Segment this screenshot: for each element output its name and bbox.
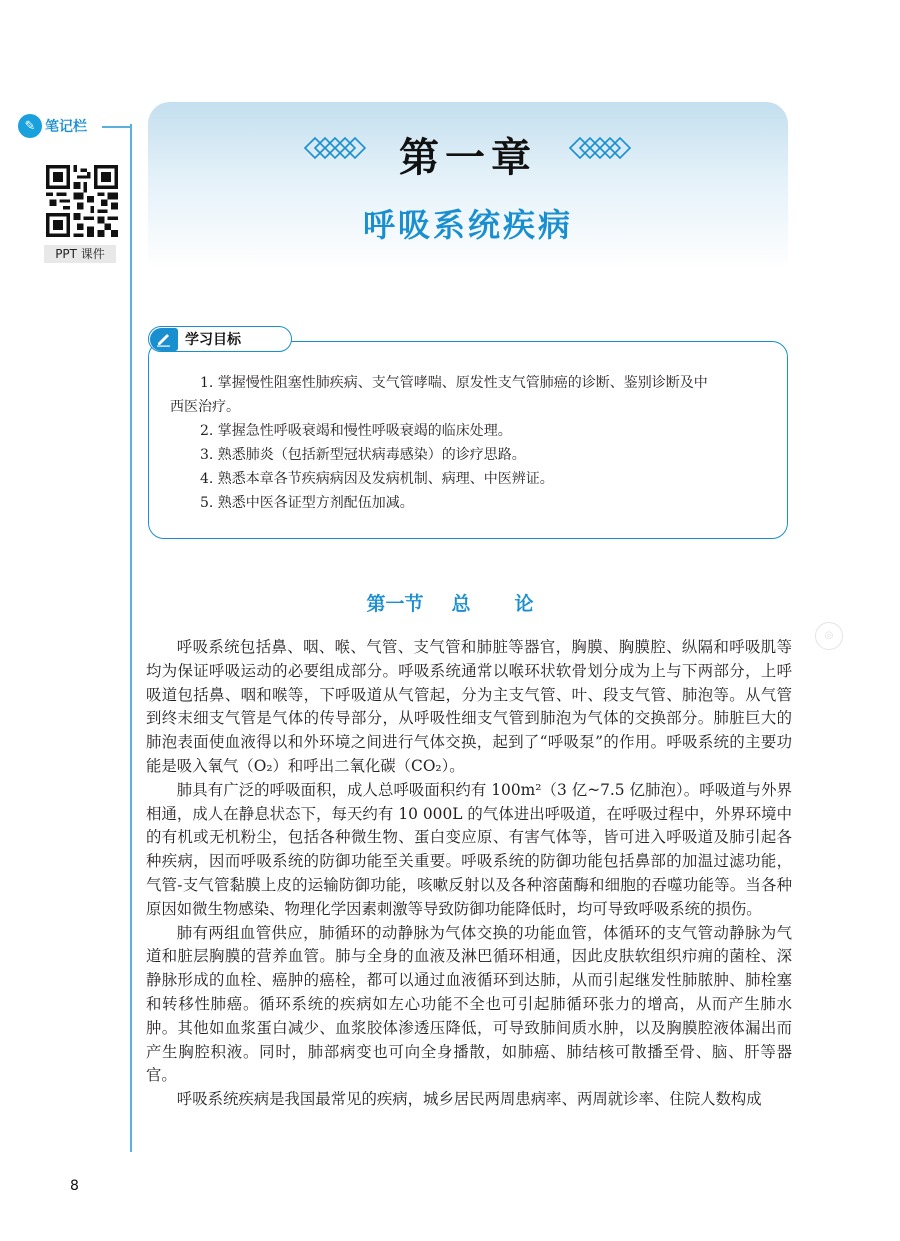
page-number: 8 — [70, 1178, 79, 1194]
qr-code-icon[interactable] — [46, 165, 118, 237]
section-number: 第一节 — [366, 593, 424, 615]
notes-label: 笔记栏 — [45, 119, 87, 135]
notes-icon: ✎ — [18, 114, 42, 138]
sidebar-divider — [130, 124, 132, 1152]
notes-header — [18, 114, 87, 138]
section-title-word: 总 — [451, 593, 471, 615]
chapter-banner — [148, 102, 788, 270]
goal-item-continuation: 西医治疗。 — [170, 399, 240, 415]
watermark-seal-icon: ◎ — [815, 622, 843, 650]
qr-caption: PPT 课件 — [44, 245, 116, 263]
body-text — [146, 636, 792, 1112]
paragraph: 呼吸系统疾病是我国最常见的疾病，城乡居民两周患病率、两周就诊率、住院人数构成 — [176, 1090, 762, 1109]
paragraph: 呼吸系统包括鼻、咽、喉、气管、支气管和肺脏等器官，胸膜、胸膜腔、纵隔和呼吸肌等均为保证呼吸运动的必要组成部分。呼吸系统通常以喉环状软骨划分成为上与下两部分，上呼吸道包括鼻、咽和喉等，下呼吸道从气管起，分为主支气管、叶、段支气管、肺泡等。从气管到终末细支气管是气体的传导部分，从呼吸性细支气管到肺泡为气体的交换部分。肺脏巨大的肺泡表面使血液得以和外环境之间进行气体交换，起到了“呼吸泵”的作用。呼吸系统的主要功能是吸入氧气（O₂）和呼出二氧化碳（CO₂）。 — [146, 638, 792, 775]
chapter-number: 第一章 — [399, 134, 537, 181]
section-title-word: 论 — [514, 593, 534, 615]
lattice-ornament-icon — [568, 135, 634, 161]
goal-item: 3. 熟悉肺炎（包括新型冠状病毒感染）的诊疗思路。 — [200, 447, 526, 463]
goal-item: 1. 掌握慢性阻塞性肺疾病、支气管哮喘、原发性支气管肺癌的诊断、鉴别诊断及中 — [200, 375, 708, 391]
goal-item: 4. 熟悉本章各节疾病病因及发病机制、病理、中医辨证。 — [200, 471, 554, 487]
goal-item: 2. 掌握急性呼吸衰竭和慢性呼吸衰竭的临床处理。 — [200, 423, 512, 439]
chapter-title: 呼吸系统疾病 — [362, 206, 573, 244]
learning-goals-label: 学习目标 — [185, 332, 241, 348]
paragraph: 肺有两组血管供应，肺循环的动静脉为气体交换的功能血管，体循环的支气管动静脉为气道和脏层胸膜的营养血管。肺与全身的血液及淋巴循环相通，因此皮肤软组织疖痈的菌栓、深静脉形成的血栓、癌肿的癌栓，都可以通过血液循环到达肺，从而引起继发性肺脓肿、肺栓塞和转移性肺癌。循环系统的疾病如左心功能不全也可引起肺循环张力的增高，从而产生肺水肿。其他如血浆蛋白减少、血浆胶体渗透压降低，可导致肺间质水肿，以及胸膜腔液体漏出而产生胸腔积液。同时，肺部病变也可向全身播散，如肺癌、肺结核可散播至骨、脑、肝等器官。 — [146, 923, 792, 1085]
learning-goals-header — [148, 326, 292, 352]
notes-rule — [102, 126, 132, 128]
goal-item: 5. 熟悉中医各证型方剂配伍加减。 — [200, 495, 414, 511]
section-title — [0, 589, 900, 616]
pencil-icon — [150, 328, 178, 351]
paragraph: 肺具有广泛的呼吸面积，成人总呼吸面积约有 100m²（3 亿~7.5 亿肺泡）。呼吸道与外界相通，成人在静息状态下，每天约有 10 000L 的气体进出呼吸道，在呼吸过程中，外界环境中的有机或无机粉尘，包括各种微生物、蛋白变应原、有害气体等，皆可进入呼吸道及肺引起各种疾病，因而呼吸系统的防御功能至关重要。呼吸系统的防御功能包括鼻部的加温过滤功能，气管-支气管黏膜上皮的运输防御功能，咳嗽反射以及各种溶菌酶和细胞的吞噬功能等。当各种原因如微生物感染、物理化学因素刺激等导致防御功能降低时，均可导致呼吸系统的损伤。 — [146, 780, 792, 918]
